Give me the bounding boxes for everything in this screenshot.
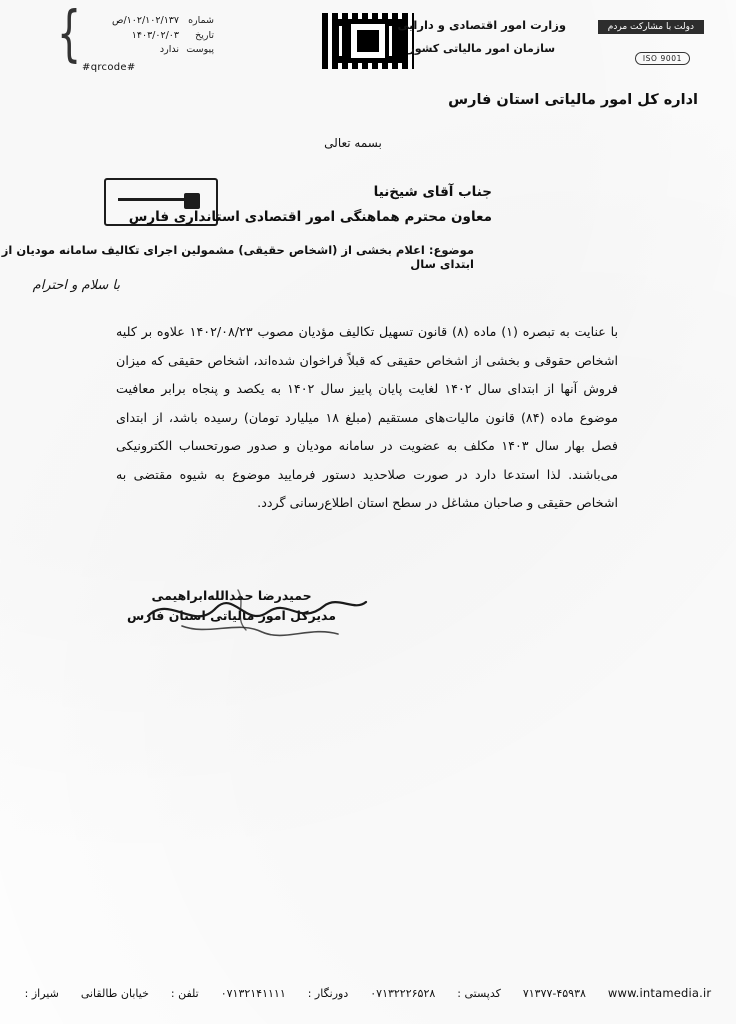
footer-fax-value: ۰۷۱۳۲۲۲۶۵۲۸ [370,986,436,1000]
qrcode-placeholder: #qrcode# [82,62,136,73]
letterhead [0,0,736,92]
ministry-name: وزارت امور اقتصادی و دارایی [397,18,566,32]
signature-block [127,588,336,623]
addressee-line-1: جناب آقای شیخ‌نیا [373,184,492,200]
organization-name: سازمان امور مالیاتی کشور [408,42,556,55]
reference-row [74,14,214,29]
reference-row [74,43,214,58]
signatory-title: مدیرکل امور مالیاتی استان فارس [127,608,336,623]
footer-phone-label: تلفن : [170,986,199,1000]
footer-address-label: شیراز : [24,986,59,1000]
footer-fax-label: دورنگار : [307,986,349,1000]
document-footer [0,986,736,1008]
reference-date-value: ۱۴۰۳/۰۲/۰۳ [131,29,179,41]
organization-block [397,18,566,55]
greeting-line: با سلام و احترام [32,278,120,293]
iso-badge: ISO 9001 [635,52,690,65]
footer-phone-value: ۰۷۱۳۲۱۴۱۱۱۱ [220,986,286,1000]
footer-website[interactable]: www.intamedia.ir [607,986,712,1000]
reference-row [74,29,214,44]
footer-postal-code-value: ۷۱۳۷۷-۴۵۹۳۸ [522,986,586,1000]
besmellah-line: بسمه تعالی [324,136,382,150]
attachment-value: ندارد [159,44,179,56]
footer-postal-code-label: کدپستی : [457,986,501,1000]
reference-number-label: شماره [188,15,214,26]
reference-brace: } [57,0,82,69]
letter-body: با عنایت به تبصره (۱) ماده (۸) قانون تسهیل تکالیف مؤدیان مصوب ۱۴۰۲/۰۸/۲۳ علاوه بر کلیه اشخاص حقوقی و بخشی از اشخاص حقیقی که قبلاً فراخوان شده‌اند، اشخاص حقیقی که میزان فروش آنها از ابتدای سال ۱۴۰۲ لغایت پایان پاییز سال ۱۴۰۲ به یکصد و پنجاه برابر معافیت موضوع ماده (۸۴) قانون مالیات‌های مستقیم (مبلغ ۱۸ میلیارد تومان) رسیده باشد، از ابتدای فصل بهار سال ۱۴۰۳ مکلف به عضویت در سامانه مودیان و صدور صورتحساب الکترونیکی می‌باشند. لذا استدعا دارد در صورت صلاحدید دستور فرمایید موضوع به شیوه مقتضی به اشخاص حقیقی و صاحبان مشاغل در سطح استان اطلاع‌رسانی گردد. [116,324,619,511]
addressee-block [129,180,492,230]
subject-line: موضوع: اعلام بخشی از (اشخاص حقیقی) مشمولین اجرای تکالیف سامانه مودیان از ابتدای سال [1,243,474,271]
reference-number-value: ۱۰۲/۱۰۲/۱۳۷/ص [111,15,179,26]
reference-block [74,14,214,58]
slogan-banner: دولت با مشارکت مردم [598,20,704,34]
office-title: اداره کل امور مالیاتی استان فارس [448,92,698,108]
addressee-line-2: معاون محترم هماهنگی امور اقتصادی استانداری فارس [128,208,492,225]
reference-date-label: تاریخ [195,29,214,41]
attachment-label: پیوست [186,44,214,56]
signatory-name: حمیدرضا حمدالله‌ابراهیمی [151,588,312,603]
footer-address-value: خیابان طالقانی [80,986,149,1000]
